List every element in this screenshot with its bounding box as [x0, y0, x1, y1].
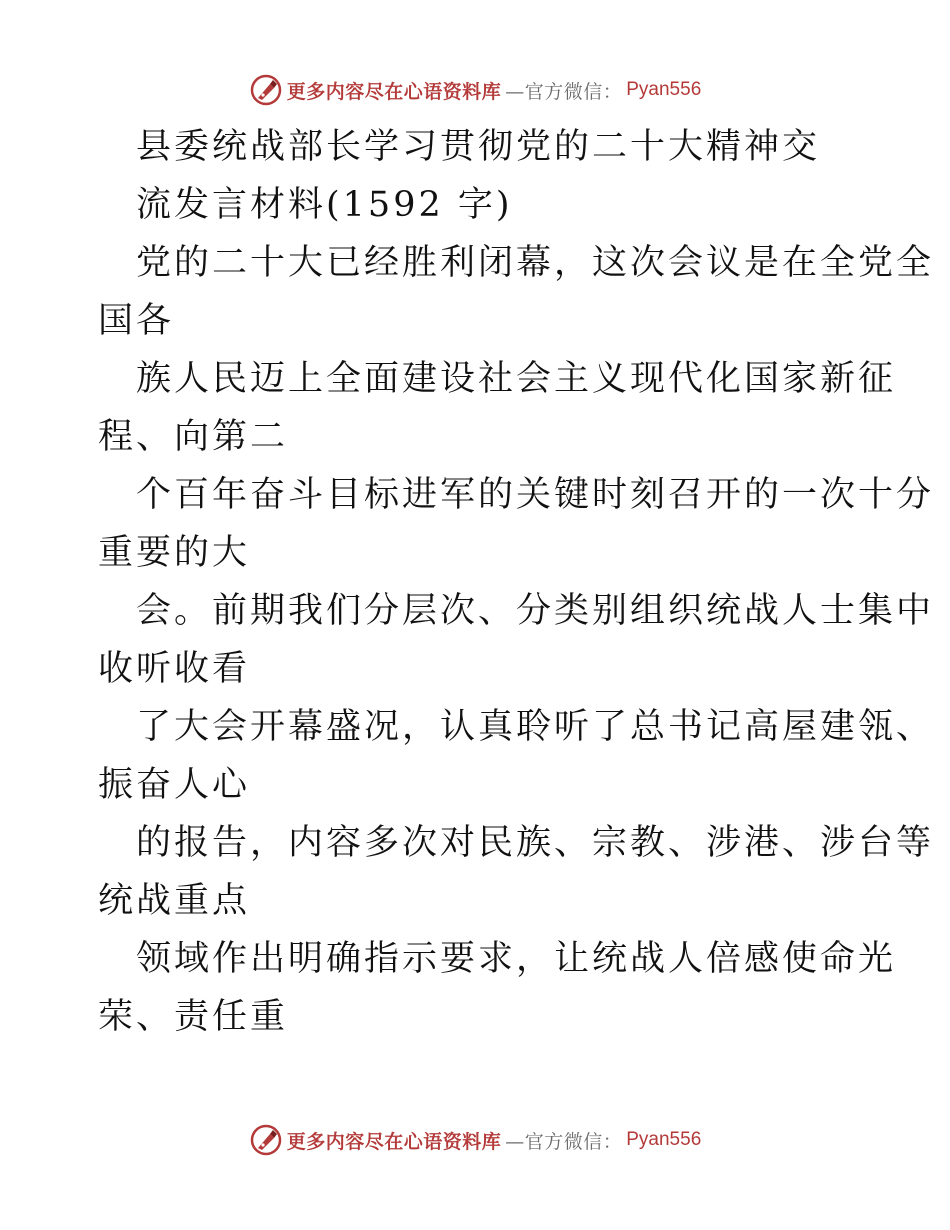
- paragraph-line-wrap: 国各: [98, 301, 175, 341]
- document-content: [98, 118, 935, 1046]
- paragraph-line-wrap: 振奋人心: [98, 765, 251, 805]
- pen-nib-logo-icon: [249, 73, 283, 107]
- paragraph-line: 族人民迈上全面建设社会主义现代化国家新征: [136, 359, 897, 399]
- watermark-wechat-id: Pyan556: [626, 1129, 702, 1150]
- watermark-main-text: 更多内容尽在心语资料库: [286, 1130, 502, 1153]
- paragraph-line: 个百年奋斗目标进军的关键时刻召开的一次十分: [136, 475, 935, 515]
- watermark-main-text: 更多内容尽在心语资料库: [286, 80, 502, 103]
- paragraph-line: 会。前期我们分层次、分类别组织统战人士集中: [136, 591, 935, 631]
- watermark-banner-bottom: [0, 1120, 950, 1160]
- paragraph-line: 党的二十大已经胜利闭幕，这次会议是在全党全: [136, 243, 935, 283]
- paragraph-line: 领域作出明确指示要求，让统战人倍感使命光: [136, 939, 897, 979]
- paragraph-line-wrap: 统战重点: [98, 881, 251, 921]
- paragraph-line: 的报告，内容多次对民族、宗教、涉港、涉台等: [136, 823, 935, 863]
- paragraph-line-wrap: 重要的大: [98, 533, 251, 573]
- watermark-wechat-id: Pyan556: [626, 79, 702, 100]
- paragraph-line: 了大会开幕盛况，认真聆听了总书记高屋建瓴、: [136, 707, 935, 747]
- watermark-banner-content: [249, 73, 702, 107]
- paragraph-line-wrap: 程、向第二: [98, 417, 289, 457]
- watermark-banner-top: [0, 70, 950, 110]
- pen-nib-logo-icon: [249, 1123, 283, 1157]
- paragraph-line-wrap: 荣、责任重: [98, 997, 289, 1037]
- document-title-line: 流发言材料(1592 字): [136, 185, 513, 225]
- paragraph-line-wrap: 收听收看: [98, 649, 251, 689]
- document-title-line: 县委统战部长学习贯彻党的二十大精神交: [136, 127, 821, 167]
- watermark-banner-content: [249, 1123, 702, 1157]
- watermark-separator-text: —官方微信：: [505, 1130, 623, 1153]
- watermark-separator-text: —官方微信：: [505, 80, 623, 103]
